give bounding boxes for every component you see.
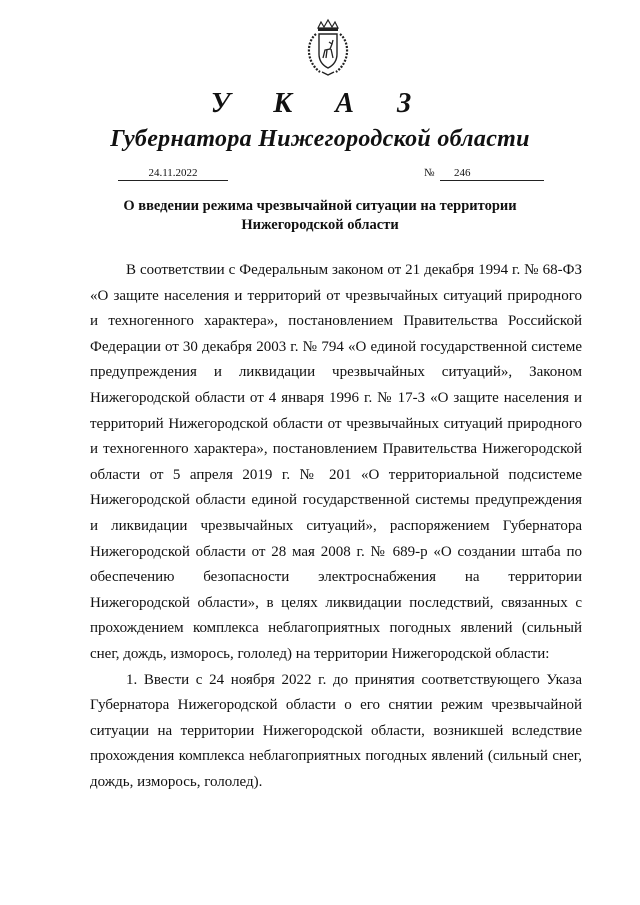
body-paragraph: В соответствии с Федеральным законом от 21 декабря 1994 г. № 68-ФЗ «О защите населения и территорий от чрезвычайных ситуаций природного и техногенного характера», постановлением Правительства Российской Федерации от 30 декабря 2003 г. № 794 «О единой государственной системе предупреждения и ликвидации чрезвычайных ситуаций», Законом Нижегородской области от 4 января 1996 г. № 17-З «О защите населения и территорий Нижегородской области от чрезвычайных ситуаций природного и техногенного характера», постановлением Правительства Нижегородской области от 5 апреля 2019 г. № 201 «О территориальной подсистеме Нижегородской области единой государственной системы предупреждения и ликвидации чрезвычайных ситуаций», распоряжением Губернатора Нижегородской области от 28 мая 2008 г. № 689-р «О создании штаба по обеспечению безопасности электроснабжения на территории Нижегородской области», в целях ликвидации последствий, связанных с прохождением комплекса неблагоприятных погодных явлений (сильный снег, дождь, изморось, гололед) на территории Нижегородской области: — [90, 262, 582, 662]
decree-date: 24.11.2022 — [118, 166, 228, 181]
decree-heading: У К А З — [210, 88, 430, 119]
decree-authority: Губернатора Нижегородской области — [110, 126, 530, 152]
body-paragraph: 1. Ввести с 24 ноября 2022 г. до принятия соответствующего Указа Губернатора Нижегородской области о его снятии режим чрезвычайной ситуации на территории Нижегородской области, возникшей вследствие прохождения комплекса неблагоприятных погодных явлений (сильный снег, дождь, изморось, гололед). — [90, 671, 582, 790]
decree-meta — [0, 166, 640, 186]
decree-number: 246 — [440, 166, 544, 181]
decree-body — [90, 258, 582, 795]
coat-of-arms-icon — [298, 18, 358, 78]
number-sign: № — [424, 167, 435, 179]
decree-subject: О введении режима чрезвычайной ситуации на территории Нижегородской области — [123, 198, 517, 233]
